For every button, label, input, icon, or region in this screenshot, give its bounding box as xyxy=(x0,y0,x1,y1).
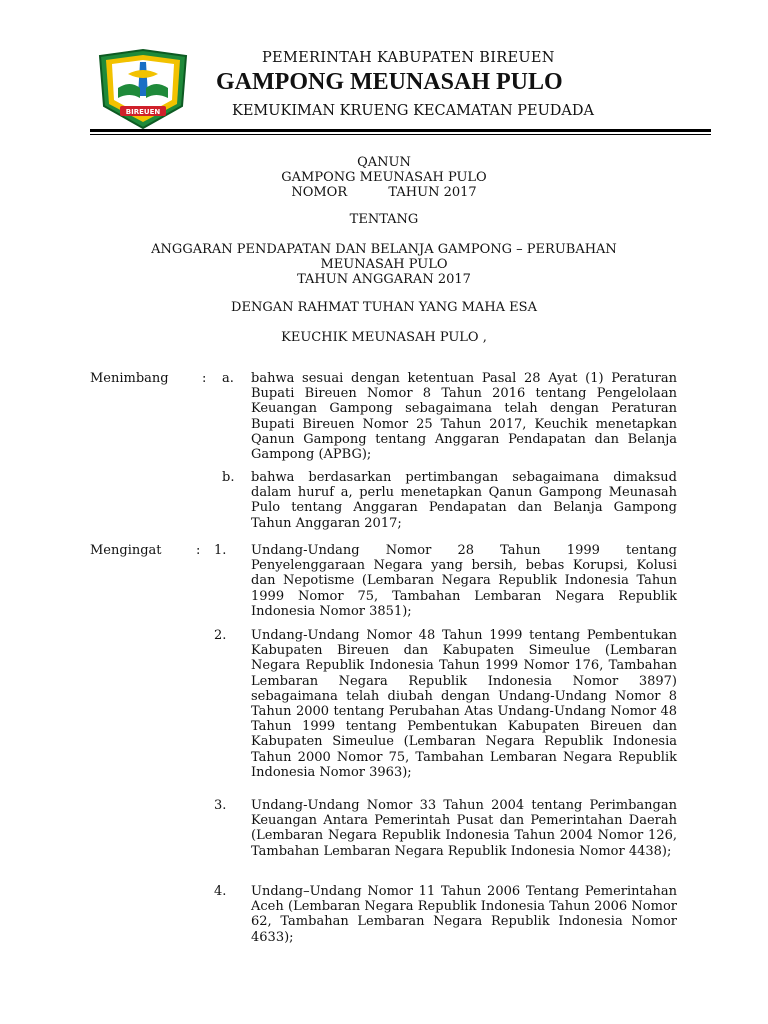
mengingat-marker-4: 4. xyxy=(214,884,227,899)
menimbang-item-a: bahwa sesuai dengan ketentuan Pasal 28 Ayat (1) Peraturan Bupati Bireuen Nomor 8 Tahun 2016 tentang Pengelolaan Keuangan Gampong sebagaimana telah dengan Peraturan Bupati Bireuen Nomor 25 Tahun 2017, Keuchik menetapkan Qanun Gampong tentang Anggaran Pendapatan dan Belanja Gampong (APBG); xyxy=(251,371,677,463)
mengingat-label: Mengingat xyxy=(90,543,162,558)
menimbang-marker-b: b. xyxy=(222,470,235,485)
menimbang-label: Menimbang xyxy=(90,371,169,386)
mengingat-item-4: Undang–Undang Nomor 11 Tahun 2006 Tentang Pemerintahan Aceh (Lembaran Negara Republik Indonesia Tahun 2006 Nomor 62, Tambahan Lembaran Negara Republik Indonesia Nomor 4633); xyxy=(251,884,677,945)
title-nomor: NOMOR TAHUN 2017 xyxy=(291,185,477,200)
letterhead-government: PEMERINTAH KABUPATEN BIREUEN xyxy=(262,50,555,66)
letterhead-district: KEMUKIMAN KRUENG KECAMATAN PEUDADA xyxy=(232,103,595,119)
title-rahmat: DENGAN RAHMAT TUHAN YANG MAHA ESA xyxy=(231,300,537,315)
mengingat-item-1: Undang-Undang Nomor 28 Tahun 1999 tentang Penyelenggaraan Negara yang bersih, bebas Korupsi, Kolusi dan Nepotisme (Lembaran Negara Republik Indonesia Tahun 1999 Nomor 75, Tambahan Lembaran Negara Republik Indonesia Nomor 3851); xyxy=(251,543,677,619)
title-subject-line3: TAHUN ANGGARAN 2017 xyxy=(297,272,471,287)
bireuen-logo xyxy=(90,48,196,130)
mengingat-marker-1: 1. xyxy=(214,543,227,558)
menimbang-marker-a: a. xyxy=(222,371,234,386)
menimbang-colon: : xyxy=(202,371,207,386)
mengingat-marker-2: 2. xyxy=(214,628,227,643)
letterhead-rule-thin xyxy=(90,134,711,135)
title-qanun: QANUN xyxy=(357,155,411,170)
logo-text: BIREUEN xyxy=(125,108,161,116)
menimbang-item-b: bahwa berdasarkan pertimbangan sebagaimana dimaksud dalam huruf a, perlu menetapkan Qanun Gampong Meunasah Pulo tentang Anggaran Pendapatan dan Belanja Gampong Tahun Anggaran 2017; xyxy=(251,470,677,531)
title-gampong: GAMPONG MEUNASAH PULO xyxy=(281,170,487,185)
mengingat-item-3: Undang-Undang Nomor 33 Tahun 2004 tentang Perimbangan Keuangan Antara Pemerintah Pusat dan Pemerintahan Daerah (Lembaran Negara Republik Indonesia Tahun 2004 Nomor 126, Tambahan Lembaran Negara Republik Indonesia Nomor 4438); xyxy=(251,798,677,859)
title-keuchik: KEUCHIK MEUNASAH PULO , xyxy=(281,330,487,345)
title-subject-line2: MEUNASAH PULO xyxy=(320,257,448,272)
letterhead-village: GAMPONG MEUNASAH PULO xyxy=(216,69,563,95)
title-tentang: TENTANG xyxy=(349,212,419,227)
letterhead-rule-thick xyxy=(90,129,711,132)
mengingat-marker-3: 3. xyxy=(214,798,227,813)
mengingat-colon: : xyxy=(196,543,201,558)
title-subject-line1: ANGGARAN PENDAPATAN DAN BELANJA GAMPONG – PERUBAHAN xyxy=(151,242,617,257)
mengingat-item-2: Undang-Undang Nomor 48 Tahun 1999 tentang Pembentukan Kabupaten Bireuen dan Kabupaten Simeulue (Lembaran Negara Republik Indonesia Tahun 1999 Nomor 176, Tambahan Lembaran Negara Republik Indonesia Nomor 3897) sebagaimana telah diubah dengan Undang-Undang Nomor 8 Tahun 2000 tentang Perubahan Atas Undang-Undang Nomor 48 Tahun 1999 tentang Pembentukan Kabupaten Bireuen dan Kabupaten Simeulue (Lembaran Negara Republik Indonesia Tahun 2000 Nomor 75, Tambahan Lembaran Negara Republik Indonesia Nomor 3963); xyxy=(251,628,677,780)
